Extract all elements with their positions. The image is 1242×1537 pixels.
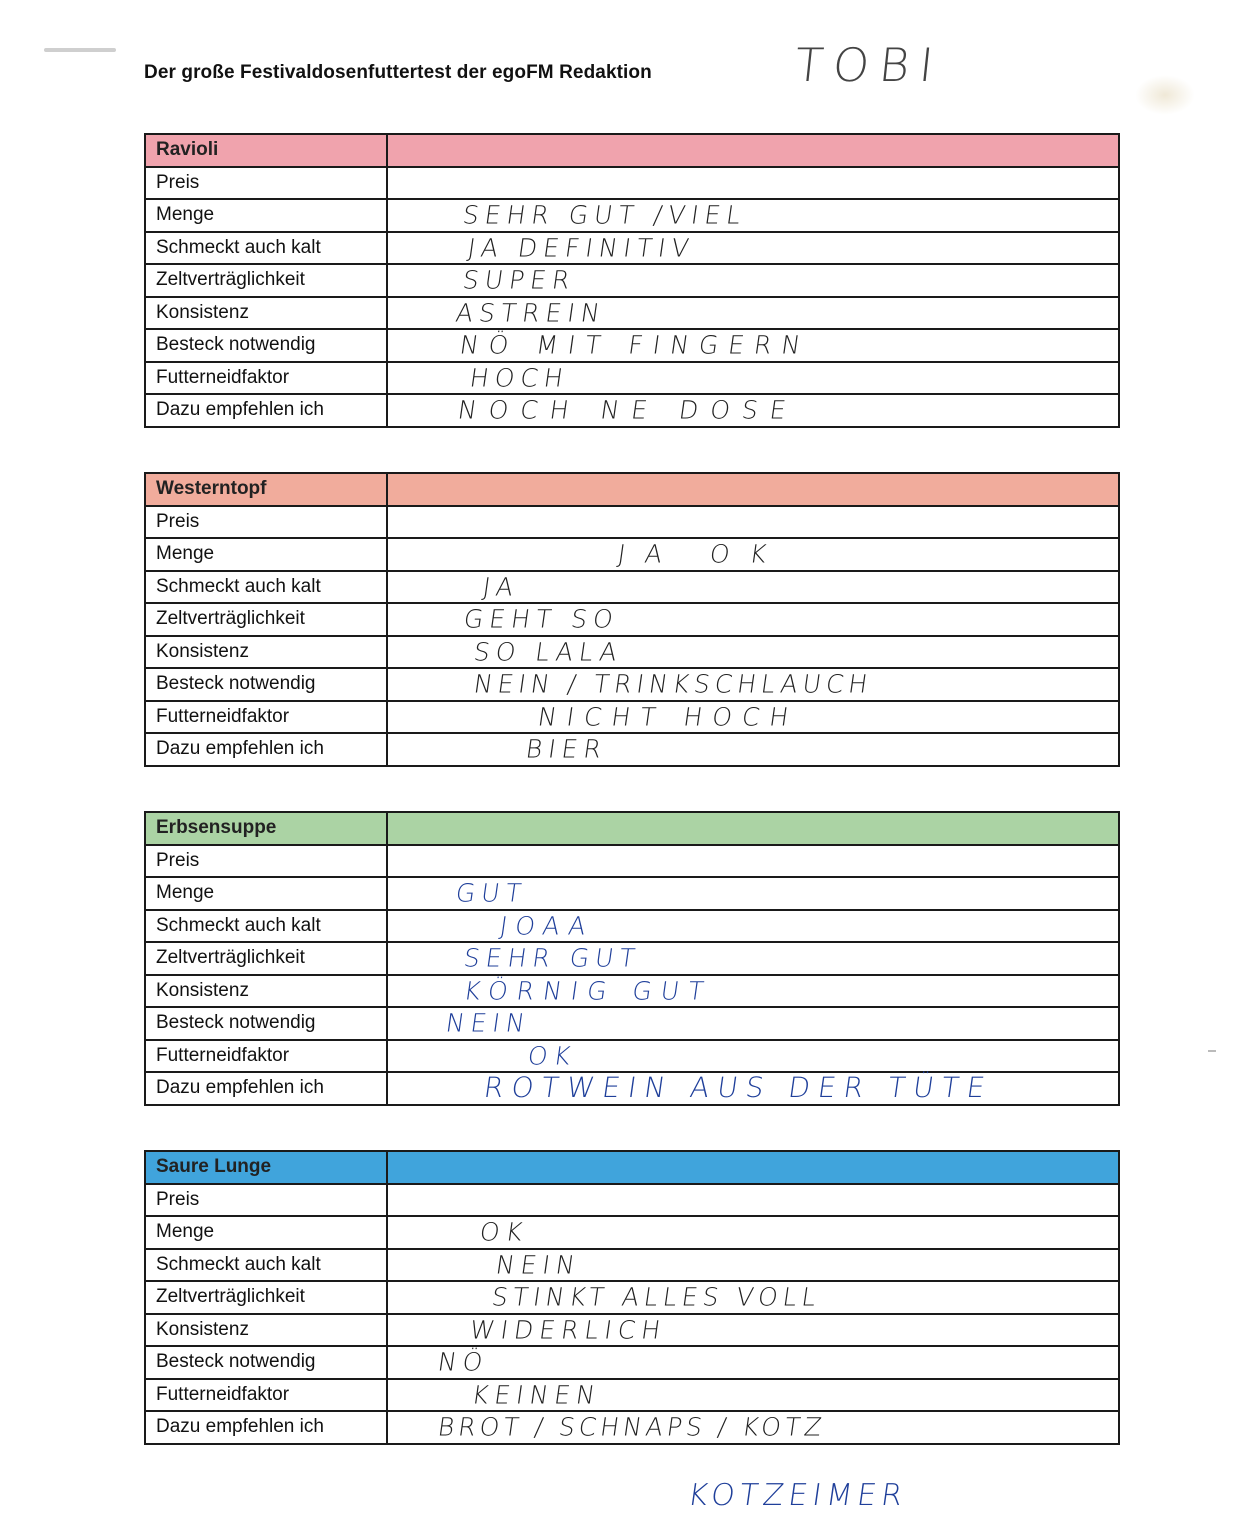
table-row xyxy=(145,1249,1119,1282)
row-value xyxy=(387,877,1119,910)
row-label: Dazu empfehlen ich xyxy=(145,1072,387,1105)
row-label: Futterneidfaktor xyxy=(145,1040,387,1073)
row-value xyxy=(387,1072,1119,1105)
row-value xyxy=(387,1249,1119,1282)
handwritten-value: NOCH NE DOSE xyxy=(455,395,800,425)
table-row xyxy=(145,506,1119,539)
table-header-fill xyxy=(387,473,1119,506)
erbsensuppe-table xyxy=(144,811,1120,1106)
row-label: Futterneidfaktor xyxy=(145,701,387,734)
handwritten-value: KÖRNIG GUT xyxy=(461,976,715,1006)
row-value xyxy=(387,733,1119,766)
row-value xyxy=(387,571,1119,604)
handwritten-value: GEHT SO xyxy=(461,604,621,634)
table-row xyxy=(145,1216,1119,1249)
document-title: Der große Festivaldosenfuttertest der egoFM Redaktion xyxy=(144,62,652,83)
row-label: Menge xyxy=(145,538,387,571)
row-value xyxy=(387,1281,1119,1314)
row-label: Konsistenz xyxy=(145,1314,387,1347)
row-value xyxy=(387,603,1119,636)
saure-lunge-table xyxy=(144,1150,1120,1445)
row-value xyxy=(387,506,1119,539)
row-label: Besteck notwendig xyxy=(145,668,387,701)
table-row xyxy=(145,362,1119,395)
row-value xyxy=(387,975,1119,1008)
table-header-name: Westerntopf xyxy=(145,473,387,506)
row-label: Konsistenz xyxy=(145,636,387,669)
handwritten-value: NÖ xyxy=(435,1347,491,1377)
table-row xyxy=(145,167,1119,200)
row-value xyxy=(387,232,1119,265)
row-label: Besteck notwendig xyxy=(145,329,387,362)
row-label: Zeltverträglichkeit xyxy=(145,264,387,297)
table-row xyxy=(145,538,1119,571)
table-row xyxy=(145,603,1119,636)
row-label: Besteck notwendig xyxy=(145,1346,387,1379)
table-row xyxy=(145,877,1119,910)
table-header-row xyxy=(145,1151,1119,1184)
westerntopf-table xyxy=(144,472,1120,767)
row-value xyxy=(387,1040,1119,1073)
handwritten-value: BIER xyxy=(523,734,609,764)
row-value xyxy=(387,199,1119,232)
table-row xyxy=(145,329,1119,362)
row-label: Zeltverträglichkeit xyxy=(145,603,387,636)
handwritten-value: NEIN xyxy=(443,1008,533,1038)
row-value xyxy=(387,845,1119,878)
row-value xyxy=(387,167,1119,200)
handwritten-value: OK xyxy=(477,1217,531,1247)
table-row xyxy=(145,701,1119,734)
paper-smudge xyxy=(1135,75,1195,115)
handwritten-extra-note: KOTZEIMER xyxy=(685,1478,910,1513)
row-label: Schmeckt auch kalt xyxy=(145,1249,387,1282)
handwritten-value: NEIN / TRINKSCHLAUCH xyxy=(471,669,875,699)
row-label: Menge xyxy=(145,199,387,232)
row-value xyxy=(387,701,1119,734)
row-value xyxy=(387,1411,1119,1444)
row-label: Futterneidfaktor xyxy=(145,1379,387,1412)
row-label: Futterneidfaktor xyxy=(145,362,387,395)
table-header-fill xyxy=(387,1151,1119,1184)
row-label: Dazu empfehlen ich xyxy=(145,733,387,766)
handwritten-value: JA OK xyxy=(615,539,789,569)
table-row xyxy=(145,1346,1119,1379)
table-header-name: Ravioli xyxy=(145,134,387,167)
row-value xyxy=(387,538,1119,571)
handwritten-value: SEHR GUT /VIEL xyxy=(460,200,749,230)
table-header-name: Erbsensuppe xyxy=(145,812,387,845)
row-label: Schmeckt auch kalt xyxy=(145,232,387,265)
row-value xyxy=(387,329,1119,362)
row-label: Schmeckt auch kalt xyxy=(145,910,387,943)
table-row xyxy=(145,942,1119,975)
handwritten-value: NEIN xyxy=(493,1250,583,1280)
table-row xyxy=(145,1411,1119,1444)
handwritten-value: STINKT ALLES VOLL xyxy=(489,1282,823,1312)
table-row xyxy=(145,845,1119,878)
paper-speck xyxy=(1208,1050,1216,1052)
row-value xyxy=(387,264,1119,297)
table-row xyxy=(145,668,1119,701)
row-value xyxy=(387,394,1119,427)
table-row xyxy=(145,910,1119,943)
row-label: Schmeckt auch kalt xyxy=(145,571,387,604)
table-row xyxy=(145,297,1119,330)
author-name: TOBI xyxy=(792,38,946,92)
table-row xyxy=(145,636,1119,669)
handwritten-value: SEHR GUT xyxy=(461,943,643,973)
handwritten-value: SUPER xyxy=(460,265,578,295)
row-label: Konsistenz xyxy=(145,297,387,330)
table-row xyxy=(145,1072,1119,1105)
row-label: Menge xyxy=(145,877,387,910)
row-label: Preis xyxy=(145,1184,387,1217)
table-row xyxy=(145,264,1119,297)
row-label: Dazu empfehlen ich xyxy=(145,1411,387,1444)
row-label: Dazu empfehlen ich xyxy=(145,394,387,427)
handwritten-value: GUT xyxy=(453,878,529,908)
table-row xyxy=(145,394,1119,427)
table-row xyxy=(145,1007,1119,1040)
handwritten-value: NICHT HOCH xyxy=(535,702,801,732)
table-row xyxy=(145,232,1119,265)
table-header-fill xyxy=(387,812,1119,845)
table-header-row xyxy=(145,473,1119,506)
row-value xyxy=(387,1216,1119,1249)
table-header-fill xyxy=(387,134,1119,167)
table-row xyxy=(145,733,1119,766)
table-header-name: Saure Lunge xyxy=(145,1151,387,1184)
table-row xyxy=(145,199,1119,232)
handwritten-value: ASTREIN xyxy=(453,298,608,328)
handwritten-value: WIDERLICH xyxy=(467,1315,669,1345)
row-label: Zeltverträglichkeit xyxy=(145,942,387,975)
handwritten-value: JA xyxy=(480,572,522,602)
row-value xyxy=(387,1007,1119,1040)
row-label: Preis xyxy=(145,506,387,539)
row-value xyxy=(387,942,1119,975)
table-header-row xyxy=(145,134,1119,167)
table-row xyxy=(145,1184,1119,1217)
table-header-row xyxy=(145,812,1119,845)
handwritten-value: BROT / SCHNAPS / KOTZ xyxy=(435,1412,828,1442)
row-label: Preis xyxy=(145,845,387,878)
row-label: Konsistenz xyxy=(145,975,387,1008)
row-label: Menge xyxy=(145,1216,387,1249)
table-row xyxy=(145,1314,1119,1347)
row-value xyxy=(387,636,1119,669)
table-row xyxy=(145,1281,1119,1314)
handwritten-value: JA DEFINITIV xyxy=(465,233,697,263)
row-value xyxy=(387,1184,1119,1217)
handwritten-value: SO LALA xyxy=(471,637,625,667)
page-mark xyxy=(44,48,116,52)
table-row xyxy=(145,1379,1119,1412)
handwritten-value: HOCH xyxy=(467,363,571,393)
row-value xyxy=(387,1346,1119,1379)
row-label: Preis xyxy=(145,167,387,200)
row-value xyxy=(387,362,1119,395)
handwritten-value: KEINEN xyxy=(469,1380,603,1410)
ravioli-table xyxy=(144,133,1120,428)
table-row xyxy=(145,975,1119,1008)
handwritten-value: JOAA xyxy=(497,911,596,941)
row-label: Zeltverträglichkeit xyxy=(145,1281,387,1314)
row-label: Besteck notwendig xyxy=(145,1007,387,1040)
row-value xyxy=(387,297,1119,330)
table-row xyxy=(145,571,1119,604)
row-value xyxy=(387,910,1119,943)
row-value xyxy=(387,1379,1119,1412)
handwritten-value: OK xyxy=(525,1041,579,1071)
handwritten-value: NÖ MIT FINGERN xyxy=(457,330,813,360)
row-value xyxy=(387,1314,1119,1347)
handwritten-value: ROTWEIN AUS DER TÜTE xyxy=(481,1071,995,1105)
row-value xyxy=(387,668,1119,701)
table-row xyxy=(145,1040,1119,1073)
